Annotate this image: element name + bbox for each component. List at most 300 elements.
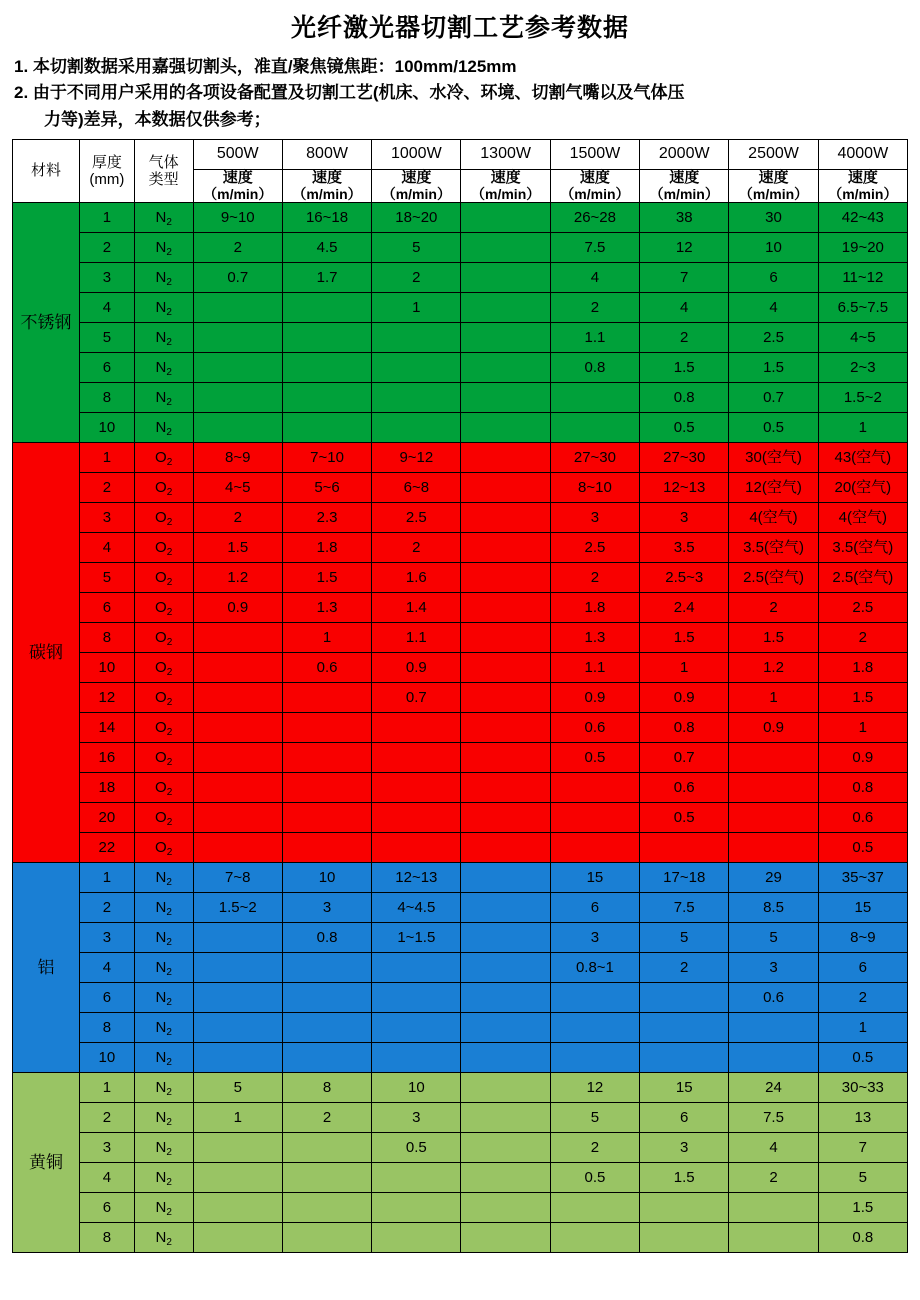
speed-label: 速度 xyxy=(579,169,610,187)
header-speed-500w xyxy=(193,170,282,203)
gas-cell: $N_2$ xyxy=(134,202,193,232)
note-line-3: 力等)差异，本数据仅供参考； xyxy=(44,109,271,129)
speed-cell-4000w: 13 xyxy=(818,1102,907,1132)
speed-cell-1000w xyxy=(372,832,461,862)
speed-cell-1000w xyxy=(372,1222,461,1252)
speed-cell-1000w xyxy=(372,742,461,772)
table-body xyxy=(13,202,908,1252)
speed-cell-4000w: 20(空气) xyxy=(818,472,907,502)
note-line-1: 1. 本切割数据采用嘉强切割头，准直/聚焦镜焦距：100mm/125mm xyxy=(14,57,517,76)
thickness-cell: 4 xyxy=(79,952,134,982)
table-row xyxy=(13,232,908,262)
speed-cell-1000w xyxy=(372,982,461,1012)
speed-cell-1000w: 12~13 xyxy=(372,862,461,892)
thickness-cell: 3 xyxy=(79,502,134,532)
speed-cell-2000w: 0.5 xyxy=(640,802,729,832)
speed-cell-2000w: 3 xyxy=(640,502,729,532)
speed-cell-500w: 2 xyxy=(193,502,282,532)
gas-cell: $N_2$ xyxy=(134,322,193,352)
speed-cell-2500w xyxy=(729,772,818,802)
speed-cell-4000w: 3.5(空气) xyxy=(818,532,907,562)
speed-cell-500w: 8~9 xyxy=(193,442,282,472)
speed-cell-500w: 1 xyxy=(193,1102,282,1132)
speed-cell-4000w: 4~5 xyxy=(818,322,907,352)
gas-cell: $N_2$ xyxy=(134,1042,193,1072)
material-cell: 铝 xyxy=(13,862,80,1072)
cutting-parameters-table xyxy=(12,139,908,1253)
thickness-cell: 14 xyxy=(79,712,134,742)
speed-cell-4000w: 4(空气) xyxy=(818,502,907,532)
speed-cell-800w: 5~6 xyxy=(282,472,371,502)
speed-cell-2500w: 30(空气) xyxy=(729,442,818,472)
speed-cell-4000w: 2~3 xyxy=(818,352,907,382)
speed-cell-2500w: 2.5(空气) xyxy=(729,562,818,592)
speed-cell-1000w: 2 xyxy=(372,262,461,292)
thickness-cell: 8 xyxy=(79,1222,134,1252)
gas-cell: $N_2$ xyxy=(134,1102,193,1132)
header-gas-line1: 气体 xyxy=(148,153,179,171)
header-power-1000w: 1000W xyxy=(372,140,461,170)
table-row xyxy=(13,442,908,472)
speed-cell-500w xyxy=(193,1042,282,1072)
header-thickness xyxy=(79,140,134,203)
gas-cell: $O_2$ xyxy=(134,832,193,862)
table-row xyxy=(13,352,908,382)
speed-cell-1300w xyxy=(461,1102,550,1132)
speed-cell-800w xyxy=(282,1222,371,1252)
gas-cell: $O_2$ xyxy=(134,592,193,622)
speed-cell-2500w: 0.5 xyxy=(729,412,818,442)
speed-cell-4000w: 5 xyxy=(818,1162,907,1192)
speed-cell-2000w: 4 xyxy=(640,292,729,322)
speed-cell-800w xyxy=(282,712,371,742)
table-row xyxy=(13,262,908,292)
speed-cell-1500w xyxy=(550,772,639,802)
gas-cell: $O_2$ xyxy=(134,712,193,742)
table-row xyxy=(13,1042,908,1072)
speed-unit: （m/min） xyxy=(649,185,719,202)
speed-unit: （m/min） xyxy=(292,185,362,202)
speed-cell-4000w: 1 xyxy=(818,1012,907,1042)
speed-cell-1500w: 7.5 xyxy=(550,232,639,262)
speed-cell-1300w xyxy=(461,502,550,532)
table-header xyxy=(13,140,908,203)
speed-cell-2000w: 3.5 xyxy=(640,532,729,562)
speed-cell-1300w xyxy=(461,382,550,412)
speed-cell-500w xyxy=(193,382,282,412)
header-power-1500w: 1500W xyxy=(550,140,639,170)
speed-cell-1300w xyxy=(461,772,550,802)
speed-cell-800w xyxy=(282,742,371,772)
thickness-cell: 1 xyxy=(79,862,134,892)
speed-cell-2500w: 4(空气) xyxy=(729,502,818,532)
speed-cell-500w: 7~8 xyxy=(193,862,282,892)
speed-cell-4000w: 11~12 xyxy=(818,262,907,292)
speed-cell-2000w xyxy=(640,982,729,1012)
speed-cell-2000w: 17~18 xyxy=(640,862,729,892)
speed-cell-500w xyxy=(193,622,282,652)
speed-cell-4000w: 15 xyxy=(818,892,907,922)
speed-cell-800w xyxy=(282,1042,371,1072)
material-cell: 黄铜 xyxy=(13,1072,80,1252)
gas-cell: $N_2$ xyxy=(134,262,193,292)
thickness-cell: 6 xyxy=(79,1192,134,1222)
header-speed-4000w xyxy=(818,170,907,203)
speed-cell-1500w xyxy=(550,382,639,412)
speed-label: 速度 xyxy=(312,169,343,187)
header-speed-2000w xyxy=(640,170,729,203)
thickness-cell: 8 xyxy=(79,382,134,412)
thickness-cell: 6 xyxy=(79,352,134,382)
speed-cell-1000w: 4~4.5 xyxy=(372,892,461,922)
speed-cell-4000w: 19~20 xyxy=(818,232,907,262)
speed-label: 速度 xyxy=(490,169,521,187)
speed-cell-500w xyxy=(193,1012,282,1042)
speed-cell-1500w: 8~10 xyxy=(550,472,639,502)
speed-cell-500w xyxy=(193,772,282,802)
speed-cell-1500w: 4 xyxy=(550,262,639,292)
speed-cell-1300w xyxy=(461,1042,550,1072)
speed-cell-4000w: 0.8 xyxy=(818,1222,907,1252)
speed-cell-2500w: 1.5 xyxy=(729,622,818,652)
speed-cell-500w xyxy=(193,802,282,832)
table-row xyxy=(13,862,908,892)
thickness-cell: 8 xyxy=(79,622,134,652)
speed-cell-1300w xyxy=(461,562,550,592)
speed-cell-2500w: 7.5 xyxy=(729,1102,818,1132)
table-row xyxy=(13,502,908,532)
table-row xyxy=(13,1072,908,1102)
speed-cell-1000w: 2.5 xyxy=(372,502,461,532)
speed-cell-1000w: 1.1 xyxy=(372,622,461,652)
speed-cell-1500w: 0.8~1 xyxy=(550,952,639,982)
speed-cell-1500w xyxy=(550,1222,639,1252)
speed-cell-2000w: 2 xyxy=(640,322,729,352)
speed-cell-800w: 4.5 xyxy=(282,232,371,262)
speed-cell-1000w: 1.6 xyxy=(372,562,461,592)
speed-cell-4000w: 0.8 xyxy=(818,772,907,802)
speed-cell-2000w: 27~30 xyxy=(640,442,729,472)
gas-cell: $N_2$ xyxy=(134,382,193,412)
speed-cell-2500w: 3.5(空气) xyxy=(729,532,818,562)
thickness-cell: 1 xyxy=(79,202,134,232)
speed-cell-1000w xyxy=(372,1012,461,1042)
speed-cell-2500w: 12(空气) xyxy=(729,472,818,502)
speed-cell-2000w: 1 xyxy=(640,652,729,682)
speed-cell-2000w: 38 xyxy=(640,202,729,232)
speed-cell-4000w: 1.5 xyxy=(818,682,907,712)
speed-cell-500w: 9~10 xyxy=(193,202,282,232)
speed-cell-1500w: 6 xyxy=(550,892,639,922)
speed-cell-1000w: 5 xyxy=(372,232,461,262)
speed-cell-800w xyxy=(282,952,371,982)
speed-cell-1300w xyxy=(461,412,550,442)
speed-cell-1000w xyxy=(372,382,461,412)
speed-cell-1000w xyxy=(372,712,461,742)
speed-cell-4000w: 8~9 xyxy=(818,922,907,952)
speed-cell-2500w: 2 xyxy=(729,1162,818,1192)
speed-cell-1500w: 3 xyxy=(550,922,639,952)
speed-unit: （m/min） xyxy=(560,185,630,202)
speed-cell-2500w xyxy=(729,742,818,772)
speed-cell-1000w: 6~8 xyxy=(372,472,461,502)
speed-cell-500w xyxy=(193,1192,282,1222)
speed-cell-500w: 5 xyxy=(193,1072,282,1102)
speed-cell-4000w: 7 xyxy=(818,1132,907,1162)
speed-cell-2000w: 0.8 xyxy=(640,382,729,412)
gas-cell: $O_2$ xyxy=(134,442,193,472)
speed-cell-800w: 7~10 xyxy=(282,442,371,472)
table-row xyxy=(13,562,908,592)
speed-unit: （m/min） xyxy=(471,185,541,202)
speed-cell-1000w: 10 xyxy=(372,1072,461,1102)
speed-cell-1000w: 9~12 xyxy=(372,442,461,472)
speed-cell-2500w: 5 xyxy=(729,922,818,952)
speed-cell-2500w xyxy=(729,1012,818,1042)
speed-cell-1000w: 1 xyxy=(372,292,461,322)
speed-cell-800w xyxy=(282,1132,371,1162)
gas-cell: $O_2$ xyxy=(134,502,193,532)
speed-cell-2000w: 2.5~3 xyxy=(640,562,729,592)
speed-cell-2500w: 1.5 xyxy=(729,352,818,382)
speed-cell-500w xyxy=(193,322,282,352)
speed-cell-1500w: 1.1 xyxy=(550,322,639,352)
speed-cell-1500w: 3 xyxy=(550,502,639,532)
gas-cell: $N_2$ xyxy=(134,1192,193,1222)
speed-cell-500w: 2 xyxy=(193,232,282,262)
speed-cell-800w xyxy=(282,1162,371,1192)
speed-cell-1300w xyxy=(461,262,550,292)
material-cell: 不锈钢 xyxy=(13,202,80,442)
speed-cell-500w xyxy=(193,712,282,742)
speed-cell-2500w: 3 xyxy=(729,952,818,982)
speed-cell-500w xyxy=(193,922,282,952)
table-row xyxy=(13,802,908,832)
speed-unit: （m/min） xyxy=(738,185,809,202)
speed-cell-1500w: 0.8 xyxy=(550,352,639,382)
table-row xyxy=(13,1012,908,1042)
speed-cell-1500w: 15 xyxy=(550,862,639,892)
speed-cell-2500w: 6 xyxy=(729,262,818,292)
speed-cell-1000w: 0.5 xyxy=(372,1132,461,1162)
speed-cell-2000w: 5 xyxy=(640,922,729,952)
gas-cell: $O_2$ xyxy=(134,532,193,562)
speed-cell-4000w: 0.9 xyxy=(818,742,907,772)
speed-cell-2000w: 0.5 xyxy=(640,412,729,442)
thickness-cell: 2 xyxy=(79,232,134,262)
speed-cell-800w: 0.6 xyxy=(282,652,371,682)
speed-cell-2500w xyxy=(729,1192,818,1222)
thickness-cell: 10 xyxy=(79,652,134,682)
speed-cell-800w xyxy=(282,352,371,382)
material-cell: 碳钢 xyxy=(13,442,80,862)
speed-cell-500w: 0.9 xyxy=(193,592,282,622)
thickness-cell: 1 xyxy=(79,1072,134,1102)
gas-cell: $O_2$ xyxy=(134,742,193,772)
table-row xyxy=(13,1222,908,1252)
gas-cell: $N_2$ xyxy=(134,1012,193,1042)
table-row xyxy=(13,1162,908,1192)
table-row xyxy=(13,832,908,862)
table-row xyxy=(13,412,908,442)
speed-cell-1000w: 2 xyxy=(372,532,461,562)
speed-cell-2000w: 0.6 xyxy=(640,772,729,802)
speed-cell-800w xyxy=(282,382,371,412)
speed-cell-500w xyxy=(193,652,282,682)
speed-cell-2000w: 1.5 xyxy=(640,352,729,382)
table-row xyxy=(13,982,908,1012)
speed-cell-1300w xyxy=(461,892,550,922)
speed-cell-1300w xyxy=(461,1222,550,1252)
thickness-cell: 6 xyxy=(79,592,134,622)
gas-cell: $N_2$ xyxy=(134,1072,193,1102)
speed-cell-1300w xyxy=(461,862,550,892)
speed-cell-1500w: 0.9 xyxy=(550,682,639,712)
table-row xyxy=(13,1102,908,1132)
gas-cell: $O_2$ xyxy=(134,562,193,592)
speed-cell-4000w: 42~43 xyxy=(818,202,907,232)
speed-cell-1000w xyxy=(372,412,461,442)
speed-cell-2000w: 0.8 xyxy=(640,712,729,742)
gas-cell: $N_2$ xyxy=(134,952,193,982)
speed-cell-4000w: 0.6 xyxy=(818,802,907,832)
speed-cell-1300w xyxy=(461,322,550,352)
speed-cell-2500w xyxy=(729,1222,818,1252)
speed-cell-1000w xyxy=(372,352,461,382)
speed-cell-500w xyxy=(193,742,282,772)
speed-cell-4000w: 1 xyxy=(818,712,907,742)
speed-cell-1300w xyxy=(461,982,550,1012)
gas-cell: $N_2$ xyxy=(134,892,193,922)
speed-cell-1500w: 26~28 xyxy=(550,202,639,232)
speed-cell-1500w xyxy=(550,802,639,832)
speed-cell-1500w: 2 xyxy=(550,292,639,322)
speed-cell-1000w: 3 xyxy=(372,1102,461,1132)
speed-cell-1000w xyxy=(372,322,461,352)
gas-cell: $N_2$ xyxy=(134,922,193,952)
speed-cell-500w: 1.5~2 xyxy=(193,892,282,922)
speed-cell-1500w: 12 xyxy=(550,1072,639,1102)
speed-cell-2000w: 12~13 xyxy=(640,472,729,502)
speed-cell-1300w xyxy=(461,952,550,982)
note-line-2: 2. 由于不同用户采用的各项设备配置及切割工艺(机床、水冷、环境、切割气嘴以及气体压 xyxy=(14,83,685,103)
speed-cell-4000w: 6 xyxy=(818,952,907,982)
thickness-cell: 10 xyxy=(79,1042,134,1072)
speed-label: 速度 xyxy=(847,169,878,187)
thickness-cell: 1 xyxy=(79,442,134,472)
gas-cell: $N_2$ xyxy=(134,982,193,1012)
speed-cell-500w: 4~5 xyxy=(193,472,282,502)
speed-cell-1000w xyxy=(372,1042,461,1072)
speed-cell-500w xyxy=(193,982,282,1012)
table-row xyxy=(13,712,908,742)
header-speed-1500w xyxy=(550,170,639,203)
speed-cell-1300w xyxy=(461,832,550,862)
speed-cell-2000w: 15 xyxy=(640,1072,729,1102)
table-row xyxy=(13,592,908,622)
table-row xyxy=(13,382,908,412)
header-speed-1300w xyxy=(461,170,550,203)
thickness-cell: 4 xyxy=(79,532,134,562)
table-row xyxy=(13,652,908,682)
gas-cell: $O_2$ xyxy=(134,652,193,682)
header-gas-line2: 类型 xyxy=(148,170,179,188)
speed-cell-1300w xyxy=(461,232,550,262)
thickness-cell: 2 xyxy=(79,1102,134,1132)
speed-cell-2000w: 1.5 xyxy=(640,622,729,652)
header-row-power xyxy=(13,140,908,170)
speed-cell-1500w: 0.5 xyxy=(550,1162,639,1192)
header-power-1300w: 1300W xyxy=(461,140,550,170)
speed-cell-500w xyxy=(193,1132,282,1162)
speed-cell-1500w: 0.5 xyxy=(550,742,639,772)
speed-cell-2000w xyxy=(640,1192,729,1222)
speed-cell-500w xyxy=(193,352,282,382)
speed-cell-1300w xyxy=(461,922,550,952)
header-gas xyxy=(134,140,193,203)
speed-cell-800w xyxy=(282,412,371,442)
speed-cell-800w: 1 xyxy=(282,622,371,652)
speed-cell-1300w xyxy=(461,472,550,502)
speed-cell-4000w: 1.5~2 xyxy=(818,382,907,412)
speed-cell-1000w: 18~20 xyxy=(372,202,461,232)
speed-cell-800w: 2.3 xyxy=(282,502,371,532)
table-row xyxy=(13,892,908,922)
speed-cell-2500w xyxy=(729,802,818,832)
speed-cell-1300w xyxy=(461,202,550,232)
speed-cell-500w xyxy=(193,1222,282,1252)
table-row xyxy=(13,202,908,232)
speed-unit: （m/min） xyxy=(828,185,898,202)
thickness-cell: 12 xyxy=(79,682,134,712)
speed-cell-800w xyxy=(282,982,371,1012)
speed-cell-2000w xyxy=(640,1042,729,1072)
speed-cell-4000w: 1.5 xyxy=(818,1192,907,1222)
speed-cell-1500w: 2 xyxy=(550,1132,639,1162)
speed-cell-1500w: 1.8 xyxy=(550,592,639,622)
thickness-cell: 3 xyxy=(79,1132,134,1162)
speed-cell-2500w xyxy=(729,1042,818,1072)
table-row xyxy=(13,532,908,562)
thickness-cell: 5 xyxy=(79,322,134,352)
speed-cell-2500w: 29 xyxy=(729,862,818,892)
speed-cell-1300w xyxy=(461,622,550,652)
speed-cell-2000w: 0.9 xyxy=(640,682,729,712)
header-speed-800w xyxy=(282,170,371,203)
thickness-cell: 20 xyxy=(79,802,134,832)
gas-cell: $O_2$ xyxy=(134,772,193,802)
thickness-cell: 6 xyxy=(79,982,134,1012)
header-power-800w: 800W xyxy=(282,140,371,170)
speed-cell-500w: 0.7 xyxy=(193,262,282,292)
speed-cell-1300w xyxy=(461,592,550,622)
speed-cell-1300w xyxy=(461,292,550,322)
speed-cell-4000w: 1 xyxy=(818,412,907,442)
speed-cell-1300w xyxy=(461,1132,550,1162)
speed-cell-1000w: 1.4 xyxy=(372,592,461,622)
speed-cell-4000w: 35~37 xyxy=(818,862,907,892)
speed-cell-800w: 1.5 xyxy=(282,562,371,592)
speed-cell-2500w: 2.5 xyxy=(729,322,818,352)
speed-cell-2500w: 1.2 xyxy=(729,652,818,682)
speed-cell-800w: 3 xyxy=(282,892,371,922)
gas-cell: $N_2$ xyxy=(134,292,193,322)
thickness-cell: 3 xyxy=(79,262,134,292)
speed-cell-2500w: 10 xyxy=(729,232,818,262)
speed-cell-2000w: 3 xyxy=(640,1132,729,1162)
thickness-cell: 4 xyxy=(79,292,134,322)
speed-cell-2000w: 0.7 xyxy=(640,742,729,772)
